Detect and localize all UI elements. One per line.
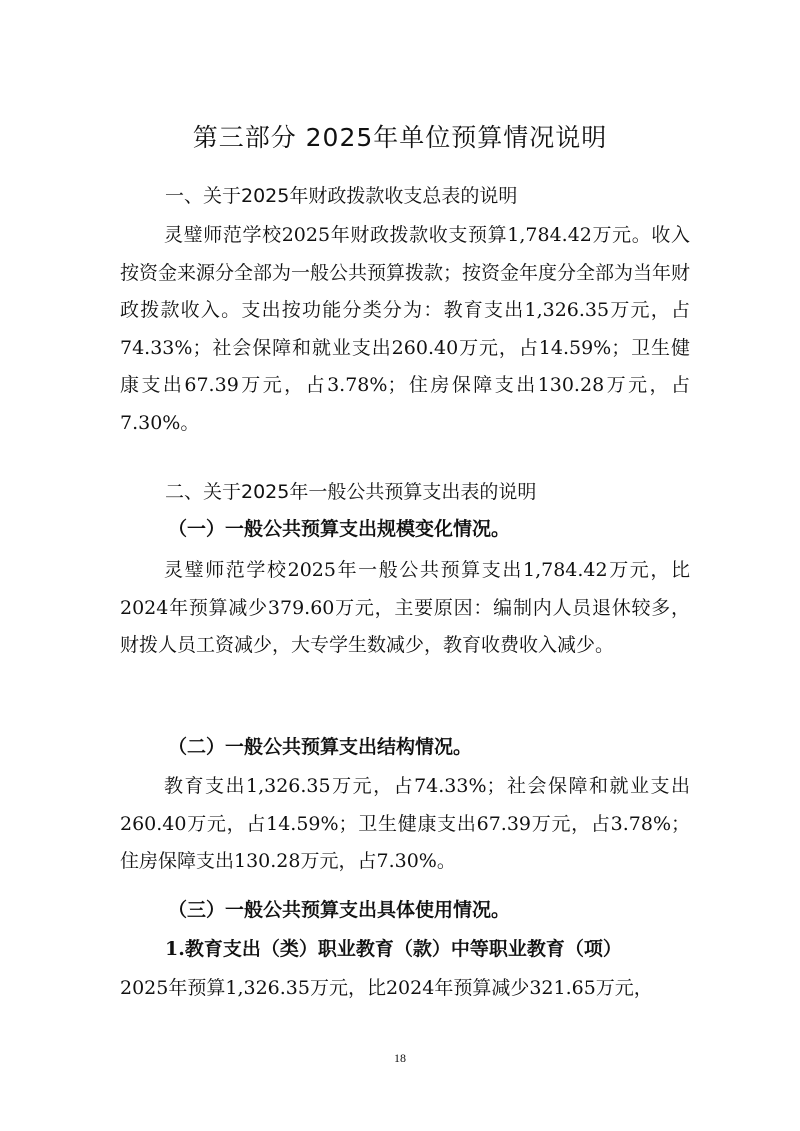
subsection-3-heading: （三）一般公共预算支出具体使用情况。 xyxy=(168,899,511,921)
page-number: 18 xyxy=(394,1051,406,1065)
subsection-2-paragraph: 教育支出1,326.35万元，占74.33%；社会保障和就业支出260.40万元，占14.59%；卫生健康支出67.39万元，占3.78%；住房保障支出130.28万元，占7.30%。 xyxy=(120,775,690,872)
section-2-heading: 二、关于2025年一般公共预算支出表的说明 xyxy=(165,481,537,503)
item-1-paragraph: 2025年预算1,326.35万元，比2024年预算减少321.65万元， xyxy=(120,977,653,999)
subsection-1-heading: （一）一般公共预算支出规模变化情况。 xyxy=(168,518,511,540)
page-title: 第三部分 2025年单位预算情况说明 xyxy=(192,123,608,152)
section-1-paragraph: 灵璧师范学校2025年财政拨款收支预算1,784.42万元。收入按资金来源分全部为一般公共预算拨款；按资金年度分全部为当年财政拨款收入。支出按功能分类分为：教育支出1,326.35万元，占74.33%；社会保障和就业支出260.40万元，占14.59%；卫生健康支出67.39万元，占3.78%；住房保障支出130.28万元，占7.30%。 xyxy=(120,224,691,434)
section-1-heading: 一、关于2025年财政拨款收支总表的说明 xyxy=(165,185,518,207)
subsection-1-paragraph: 灵璧师范学校2025年一般公共预算支出1,784.42万元，比2024年预算减少379.60万元，主要原因：编制内人员退休较多，财拨人员工资减少，大专学生数减少，教育收费收入减少。 xyxy=(120,559,690,656)
subsection-2-heading: （二）一般公共预算支出结构情况。 xyxy=(168,736,473,758)
item-1-heading: 1.教育支出（类）职业教育（款）中等职业教育（项） xyxy=(165,938,622,960)
